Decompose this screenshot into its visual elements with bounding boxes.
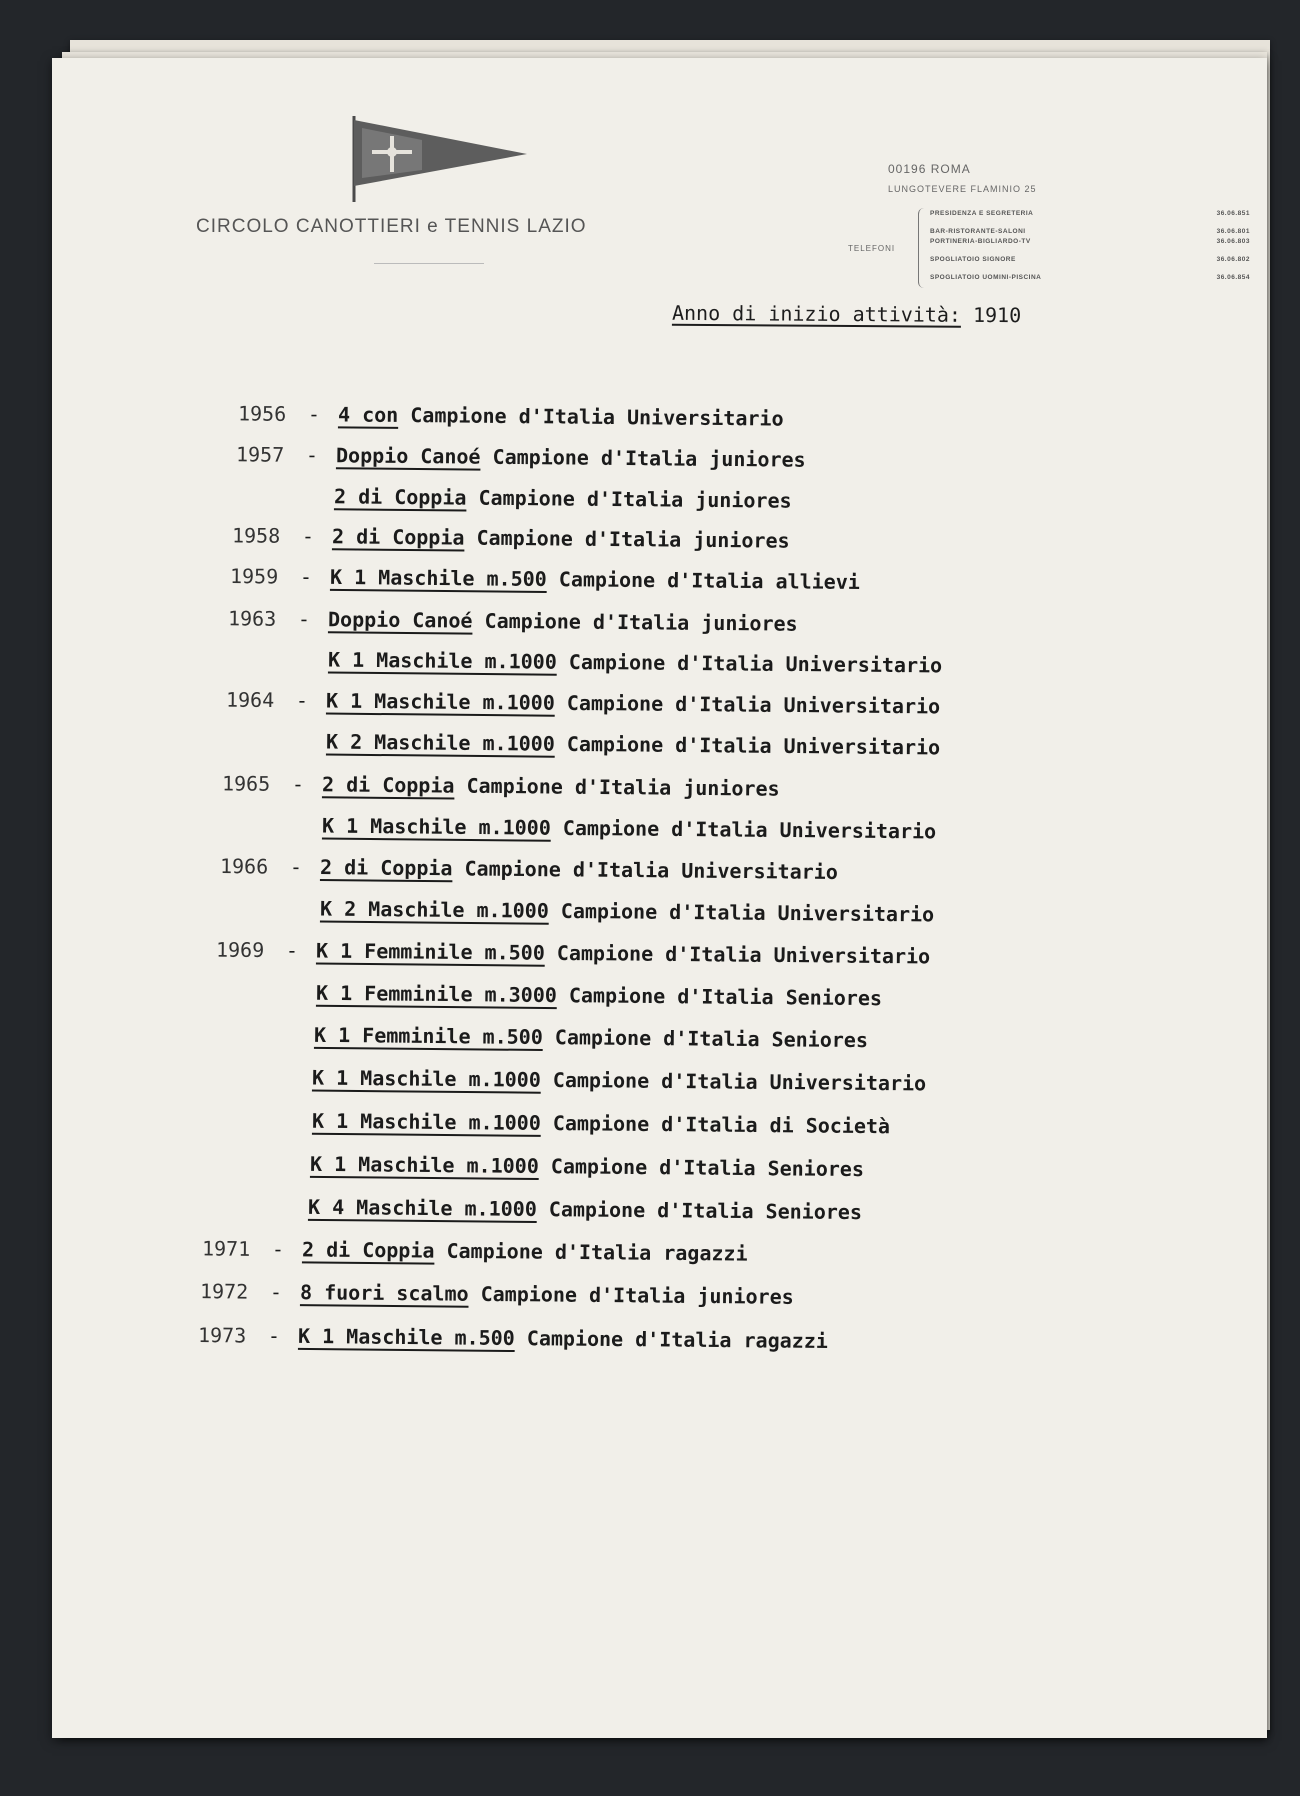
phone-number: 36.06.803	[1216, 238, 1250, 245]
list-item	[200, 1279, 794, 1309]
document-page	[52, 58, 1267, 1738]
list-item	[226, 729, 940, 760]
entry-title: Campione d'Italia di Società	[552, 1111, 891, 1139]
entry-boat: K 2 Maschile m.1000	[319, 896, 549, 923]
entry-boat: K 1 Maschile m.1000	[311, 1065, 541, 1092]
list-item	[226, 688, 940, 719]
list-item	[212, 1065, 926, 1096]
entry-boat: K 1 Femminile m.500	[315, 938, 545, 965]
entry-dash: -	[295, 688, 309, 713]
entry-year	[214, 1041, 278, 1042]
list-item	[228, 606, 798, 635]
entry-boat: K 1 Maschile m.500	[297, 1323, 515, 1351]
list-item	[220, 896, 934, 927]
entry-boat: 8 fuori scalmo	[299, 1280, 469, 1306]
entry-boat: K 2 Maschile m.1000	[325, 729, 555, 756]
list-item	[216, 980, 882, 1010]
entry-title: Campione d'Italia Universitario	[552, 1067, 927, 1096]
entry-dash: -	[305, 442, 319, 468]
entry-year	[216, 999, 280, 1000]
entry-title: Campione d'Italia Universitario	[556, 940, 931, 969]
list-item	[220, 854, 838, 884]
entry-boat: K 4 Maschile m.1000	[307, 1194, 537, 1222]
entry-boat: K 1 Maschile m.1000	[327, 647, 557, 674]
entry-dash: -	[307, 402, 321, 427]
entry-title: Campione d'Italia juniores	[478, 485, 792, 513]
entry-title: Campione d'Italia juniores	[484, 608, 798, 636]
entry-title: Campione d'Italia ragazzi	[446, 1238, 748, 1266]
list-item	[238, 401, 784, 430]
entry-title: Campione d'Italia Universitario	[464, 856, 838, 884]
entry-year: 1972	[199, 1279, 249, 1304]
entry-boat: 4 con	[337, 402, 399, 427]
entry-title: Campione d'Italia Universitario	[568, 649, 943, 678]
entry-title: Campione d'Italia juniores	[476, 525, 790, 553]
entry-title: Campione d'Italia juniores	[466, 773, 780, 801]
entry-dash: -	[269, 1279, 283, 1304]
phones-label: TELEFONI	[848, 244, 896, 253]
list-item	[202, 1236, 748, 1265]
entry-year	[212, 1127, 276, 1128]
list-item	[232, 523, 790, 552]
list-item	[222, 771, 780, 800]
list-item	[198, 1323, 828, 1353]
entry-title: Campione d'Italia ragazzi	[526, 1326, 828, 1354]
entry-year: 1959	[229, 563, 279, 589]
phone-label: PRESIDENZA E SEGRETERIA	[930, 210, 1034, 217]
entry-title: Campione d'Italia allievi	[558, 567, 860, 595]
entry-year: 1957	[235, 442, 285, 467]
entry-year	[210, 1170, 274, 1171]
entry-year: 1958	[231, 523, 281, 548]
entry-dash: -	[291, 771, 305, 797]
address-street: LUNGOTEVERE FLAMINIO 25	[888, 184, 1037, 194]
entry-boat: 2 di Coppia	[331, 524, 465, 550]
list-item	[210, 1151, 864, 1181]
entry-boat: K 1 Maschile m.1000	[309, 1151, 539, 1179]
entry-dash: -	[267, 1323, 281, 1348]
entry-dash: -	[271, 1237, 285, 1262]
entry-year	[220, 915, 284, 916]
entry-dash: -	[299, 564, 313, 589]
entry-title: Campione d'Italia Universitario	[562, 815, 937, 844]
phone-number: 36.06.801	[1216, 228, 1250, 235]
list-item	[208, 1194, 862, 1224]
phone-label: PORTINERIA-BIGLIARDO-TV	[930, 238, 1031, 245]
entry-year	[208, 1213, 272, 1214]
heading-label: Anno di inizio attività:	[671, 300, 962, 327]
list-item	[234, 483, 792, 512]
entry-dash: -	[301, 523, 315, 549]
list-item	[222, 813, 936, 844]
entry-year	[212, 1084, 276, 1085]
entry-boat: K 1 Maschile m.1000	[321, 813, 551, 840]
phone-label: BAR-RISTORANTE-SALONI	[930, 228, 1026, 235]
entry-boat: 2 di Coppia	[333, 484, 467, 510]
entry-title: Campione d'Italia Seniores	[548, 1197, 863, 1225]
entry-dash: -	[285, 938, 299, 963]
entry-boat: K 1 Maschile m.1000	[325, 688, 555, 715]
phone-label: SPOGLIATOIO SIGNORE	[930, 256, 1016, 263]
entry-boat: 2 di Coppia	[301, 1237, 435, 1263]
entry-boat: Doppio Canoé	[327, 607, 473, 633]
entry-title: Campione d'Italia Seniores	[550, 1154, 865, 1182]
entry-title: Campione d'Italia Universitario	[410, 403, 784, 431]
entry-title: Campione d'Italia Universitario	[566, 690, 941, 719]
entry-boat: 2 di Coppia	[319, 854, 453, 881]
entry-title: Campione d'Italia juniores	[480, 1281, 794, 1309]
address-city: 00196 ROMA	[888, 162, 971, 176]
entry-year	[228, 666, 292, 667]
entry-year: 1973	[197, 1322, 247, 1348]
entry-year	[234, 502, 298, 503]
entry-title: Campione d'Italia Seniores	[554, 1025, 869, 1053]
list-item	[216, 938, 930, 969]
entry-year: 1966	[219, 854, 269, 879]
entry-title: Campione d'Italia Universitario	[566, 731, 941, 760]
entry-boat: K 1 Femminile m.3000	[315, 980, 557, 1008]
entry-year	[226, 748, 290, 749]
entry-boat: 2 di Coppia	[321, 772, 455, 798]
entry-boat: K 1 Maschile m.500	[329, 564, 547, 592]
entry-year: 1963	[227, 606, 277, 631]
entry-year: 1956	[237, 401, 287, 426]
entry-boat: Doppio Canoé	[335, 443, 481, 469]
list-item	[230, 564, 860, 594]
phone-number: 36.06.854	[1216, 274, 1250, 281]
phone-number: 36.06.851	[1216, 210, 1250, 217]
list-item	[236, 442, 806, 471]
entry-year: 1964	[225, 687, 275, 713]
championship-list	[52, 58, 1267, 1738]
heading-year: 1910	[972, 302, 1022, 328]
entry-year: 1965	[221, 771, 271, 796]
phone-label: SPOGLIATOIO UOMINI-PISCINA	[930, 274, 1042, 281]
entry-year: 1971	[201, 1236, 251, 1261]
phone-number: 36.06.802	[1216, 256, 1250, 263]
entry-boat: K 1 Maschile m.1000	[311, 1108, 541, 1135]
entry-title: Campione d'Italia Universitario	[560, 898, 935, 927]
entry-title: Campione d'Italia juniores	[492, 444, 806, 472]
entry-year	[222, 832, 286, 833]
entry-year: 1969	[215, 937, 265, 963]
club-name: CIRCOLO CANOTTIERI e TENNIS LAZIO	[196, 216, 587, 237]
list-item	[212, 1108, 890, 1139]
entry-dash: -	[289, 854, 303, 879]
entry-boat: K 1 Femminile m.500	[313, 1022, 543, 1050]
list-item	[228, 647, 942, 678]
entry-title: Campione d'Italia Seniores	[568, 983, 883, 1011]
list-item	[214, 1022, 868, 1052]
entry-dash: -	[297, 606, 311, 632]
